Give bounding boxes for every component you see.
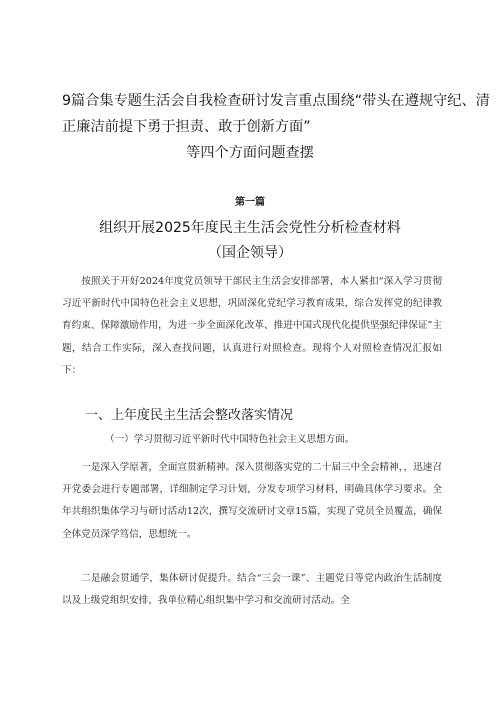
paragraph-1-text: 一是深入学原著，全面宣贯新精神。深入贯彻落实党的二十届三中全会精神，，迅速召开党委会进行专题部署，详细制定学习计划，分发专项学习材料，明确具体学习要求。全年共组织集体学习与研讨活动12次，撰写交流研讨文章15篇，实现了党员全员覆盖，确保全体党员深学笃信，思想统一。 <box>62 462 442 540</box>
document-title-line-2: （国企领导） <box>208 245 292 261</box>
chapter-label: 第一篇 <box>235 197 265 208</box>
document-title <box>0 216 500 266</box>
header-title <box>0 88 500 166</box>
document-title-line-1: 组织开展2025年度民主生活会党性分析检查材料 <box>99 220 401 236</box>
paragraph-1 <box>62 457 442 546</box>
header-title-line-1: 9篇合集专题生活会自我检查研讨发言重点围绕“带头在遵规守纪、清 <box>62 93 490 109</box>
section-subheading: （一）学习贯彻习近平新时代中国特色社会主义思想方面。 <box>105 434 355 445</box>
paragraph-2 <box>62 568 442 612</box>
paragraph-2-text: 二是融会贯通学，集体研讨促提升。结合“三会一课”、主题党日等党内政治生活制度以及上级党组织安排，我单位精心组织集中学习和交流研讨活动。全 <box>62 573 442 607</box>
header-title-line-3: 等四个方面问题查摆 <box>186 145 314 161</box>
header-title-line-2: 正廉洁前提下勇于担责、敢于创新方面” <box>62 119 311 135</box>
section-heading: 一、上年度民主生活会整改落实情况 <box>85 408 294 423</box>
intro-text: 按照关于开好2024年度党员领导干部民主生活会安排部署，本人紧扣“深入学习贯彻习近平新时代中国特色社会主义思想，巩固深化党纪学习教育成果，综合发挥党的纪律教育约束、保障激励作用，为进一步全面深化改革、推进中国式现代化提供坚强纪律保证”主题，结合工作实际，深入查找问题，认真进行对照检查。现将个人对照检查情况汇报如下： <box>62 276 442 376</box>
intro-paragraph <box>62 271 442 382</box>
